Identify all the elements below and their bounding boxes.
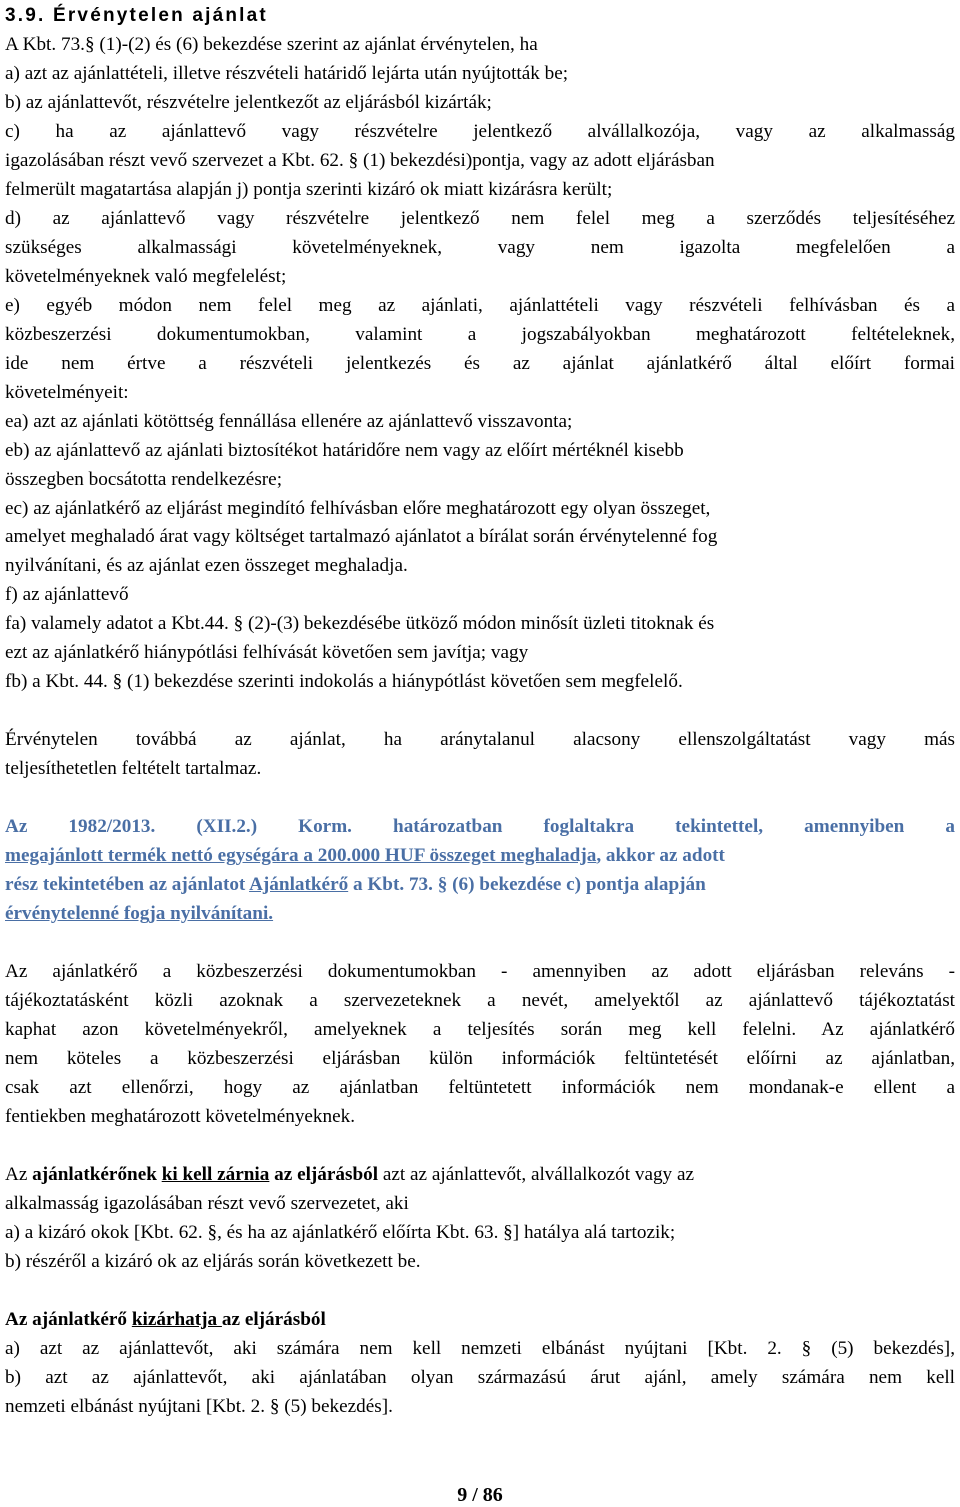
- may-exclude-heading: [5, 1305, 955, 1334]
- paragraph-line: ide nem értve a részvételi jelentkezés és az ajánlat ajánlatkérő által előírt formai: [5, 353, 955, 374]
- must-exclude-text: azt az ajánlattevőt, alvállalkozót vagy az: [378, 1164, 694, 1185]
- paragraph-line: fb) a Kbt. 44. § (1) bekezdése szerinti indokolás a hiánypótlást követően sem megfelelő.: [5, 671, 683, 692]
- decree-notice-underlined: megajánlott termék nettó egységára a 200.000 HUF összeget meghaladja: [5, 845, 597, 866]
- paragraph-line: a) azt az ajánlattételi, illetve részvételi határidő lejárta után nyújtották be;: [5, 63, 569, 84]
- may-exclude-bold: Az ajánlatkérő: [5, 1309, 132, 1330]
- section-title: 3.9. Érvénytelen ajánlat: [5, 5, 268, 26]
- paragraph-line: nyilvánítani, és az ajánlat ezen összeget meghaladja.: [5, 555, 408, 576]
- paragraph-line: e) egyéb módon nem felel meg az ajánlati, ajánlattételi vagy részvételi felhívásban és a: [5, 295, 955, 316]
- may-exclude-bold-underlined: kizárhatja: [131, 1309, 222, 1330]
- paragraph-line: csak azt ellenőrzi, hogy az ajánlatban feltüntetett információk nem mondanak-e ellent a: [5, 1077, 955, 1098]
- paragraph-line: Az ajánlatkérő a közbeszerzési dokumentumokban - amennyiben az adott eljárásban releváns -: [5, 961, 955, 982]
- paragraph-line: nem köteles a közbeszerzési eljárásban külön információk feltüntetését előírni az ajánlatban,: [5, 1048, 955, 1069]
- paragraph-line: fentiekben meghatározott követelményeknek.: [5, 1106, 356, 1127]
- paragraph-line: b) részéről a kizáró ok az eljárás során következett be.: [5, 1251, 421, 1272]
- must-exclude-heading-line: [5, 1160, 955, 1189]
- paragraph-line: nemzeti elbánást nyújtani [Kbt. 2. § (5) bekezdés].: [5, 1396, 393, 1417]
- paragraph-line: A Kbt. 73.§ (1)-(2) és (6) bekezdése szerint az ajánlat érvénytelen, ha: [5, 34, 538, 55]
- paragraph-line: ea) azt az ajánlati kötöttség fennállása ellenére az ajánlattevő visszavonta;: [5, 411, 573, 432]
- paragraph-line: igazolásában részt vevő szervezet a Kbt. 62. § (1) bekezdési)pontja, vagy az adott eljárásban: [5, 150, 715, 171]
- paragraph-line: ec) az ajánlatkérő az eljárást megindító felhívásban előre meghatározott egy olyan összeget,: [5, 498, 711, 519]
- paragraph-line: b) azt az ajánlattevőt, aki ajánlatában olyan származású árut ajánl, amely számára nem kell: [5, 1367, 955, 1388]
- decree-notice-line: [5, 899, 955, 928]
- paragraph-line: követelményeknek való megfelelést;: [5, 266, 287, 287]
- paragraph-line: fa) valamely adatot a Kbt.44. § (2)-(3) bekezdésébe ütköző módon minősít üzleti titoknak és: [5, 613, 715, 634]
- must-exclude-bold: ajánlatkérőnek: [32, 1164, 162, 1185]
- paragraph-line: a) azt az ajánlattevőt, aki számára nem kell nemzeti elbánást nyújtani [Kbt. 2. § (5) bekezdés],: [5, 1338, 955, 1359]
- paragraph-line: kaphat azon követelményekről, amelyeknek a teljesítés során meg kell felelni. Az ajánlatkérő: [5, 1019, 955, 1040]
- paragraph-line: szükséges alkalmassági követelményeknek, vagy nem igazolta megfelelően a: [5, 237, 955, 258]
- paragraph-line: követelményeit:: [5, 382, 129, 403]
- may-exclude-bold: az eljárásból: [221, 1309, 326, 1330]
- decree-notice-underlined: Ajánlatkérő: [249, 874, 349, 895]
- paragraph-line: c) ha az ajánlattevő vagy részvételre jelentkező alvállalkozója, vagy az alkalmasság: [5, 121, 955, 142]
- paragraph-line: d) az ajánlattevő vagy részvételre jelentkező nem felel meg a szerződés teljesítéséhez: [5, 208, 955, 229]
- must-exclude-text: Az: [5, 1164, 33, 1185]
- decree-notice-text: , akkor az adott: [596, 845, 725, 866]
- decree-notice-line: [5, 870, 955, 899]
- paragraph-line: a) a kizáró okok [Kbt. 62. §, és ha az ajánlatkérő előírta Kbt. 63. §] hatálya alá tartozik;: [5, 1222, 676, 1243]
- paragraph-line: összegben bocsátotta rendelkezésre;: [5, 469, 283, 490]
- paragraph-line: b) az ajánlattevőt, részvételre jelentkezőt az eljárásból kizárták;: [5, 92, 492, 113]
- paragraph-line: amelyet meghaladó árat vagy költséget tartalmazó ajánlatot a bírálat során érvénytelenné fog: [5, 526, 718, 547]
- paragraph-line: felmerült magatartása alapján j) pontja szerinti kizáró ok miatt kizárásra került;: [5, 179, 613, 200]
- must-exclude-bold: az eljárásból: [269, 1164, 379, 1185]
- paragraph-line: teljesíthetetlen feltételt tartalmaz.: [5, 758, 262, 779]
- decree-notice-line: Az 1982/2013. (XII.2.) Korm. határozatban foglaltakra tekintettel, amennyiben a: [5, 816, 955, 837]
- decree-notice-text: rész tekintetében az ajánlatot: [5, 874, 250, 895]
- decree-notice-underlined: érvénytelenné fogja nyilvánítani.: [5, 903, 274, 924]
- paragraph-line: f) az ajánlattevő: [5, 584, 129, 605]
- paragraph-line: tájékoztatásként közli azoknak a szervezeteknek a nevét, amelyektől az ajánlattevő tájékoztatást: [5, 990, 955, 1011]
- page-number: 9 / 86: [457, 1484, 503, 1506]
- paragraph-line: eb) az ajánlattevő az ajánlati biztosítékot határidőre nem vagy az előírt mértéknél kisebb: [5, 440, 684, 461]
- must-exclude-bold-underlined: ki kell zárnia: [161, 1164, 270, 1185]
- paragraph-line: alkalmasság igazolásában részt vevő szervezetet, aki: [5, 1193, 409, 1214]
- paragraph-line: ezt az ajánlatkérő hiánypótlási felhívását követően sem javítja; vagy: [5, 642, 529, 663]
- paragraph-line: Érvénytelen továbbá az ajánlat, ha aránytalanul alacsony ellenszolgáltatást vagy más: [5, 729, 955, 750]
- decree-notice-text: a Kbt. 73. § (6) bekezdése c) pontja alapján: [348, 874, 706, 895]
- decree-notice-line: [5, 841, 955, 870]
- paragraph-line: közbeszerzési dokumentumokban, valamint a jogszabályokban meghatározott feltételeknek,: [5, 324, 955, 345]
